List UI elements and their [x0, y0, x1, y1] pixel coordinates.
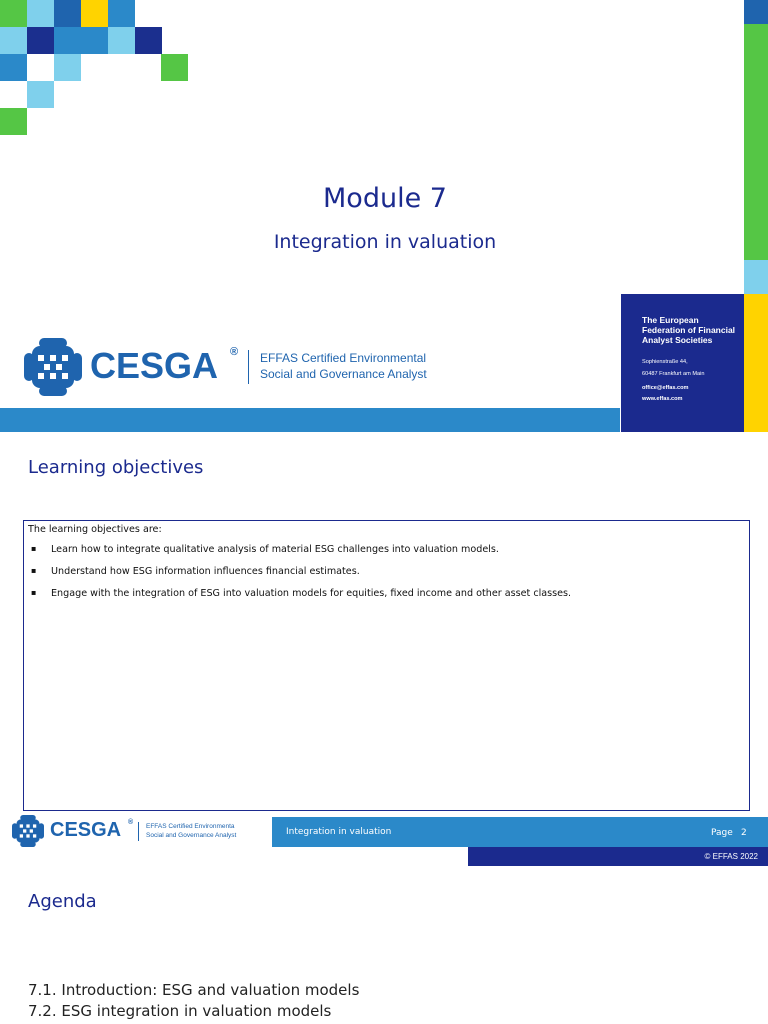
footer-logo-divider — [138, 822, 139, 841]
learning-objective-item — [28, 588, 745, 610]
side-strip-segment — [744, 260, 768, 294]
effas-email-link[interactable]: office@effas.com — [642, 385, 689, 391]
learning-objectives-box — [23, 520, 750, 811]
effas-address-line1: Sophienstraße 44, — [642, 359, 688, 365]
side-strip-segment — [744, 294, 768, 432]
bullet-icon: ▪ — [31, 544, 37, 553]
cesga-logo — [24, 338, 464, 398]
mosaic-tile — [81, 27, 108, 54]
logo-wordmark: CESGA — [90, 345, 219, 386]
learning-objectives-intro: The learning objectives are: — [28, 524, 162, 535]
learning-objective-item — [28, 544, 745, 566]
learning-objective-text: Understand how ESG information influences financial estimates. — [51, 566, 360, 577]
module-title: Module 7 — [323, 183, 447, 214]
cover-blue-band — [0, 408, 620, 432]
mosaic-tile — [0, 27, 27, 54]
mosaic-tile — [27, 81, 54, 108]
mosaic-tile — [54, 54, 81, 81]
module-subtitle: Integration in valuation — [273, 231, 497, 253]
footer-registered-mark: ® — [128, 819, 134, 826]
learning-objective-item — [28, 566, 745, 588]
footer-logo-tagline-line2: Social and Governance Analyst — [146, 832, 237, 839]
mosaic-tile — [161, 54, 188, 81]
registered-mark: ® — [230, 346, 239, 358]
cesga-emblem-icon — [24, 338, 82, 396]
mosaic-tile — [0, 0, 27, 27]
cover-slide — [0, 0, 768, 432]
mosaic-tile — [135, 27, 162, 54]
effas-contact-box — [621, 294, 744, 432]
mosaic-tile — [108, 0, 135, 27]
agenda-item: 7.2. ESG integration in valuation models — [28, 1002, 332, 1020]
mosaic-tile — [54, 0, 81, 27]
mosaic-tile — [54, 27, 81, 54]
mosaic-tile — [108, 27, 135, 54]
effas-address — [642, 356, 744, 380]
bullet-icon: ▪ — [31, 566, 37, 575]
footer-course-label: Integration in valuation — [286, 827, 392, 837]
effas-address-line2: 60487 Frankfurt am Main — [642, 371, 705, 377]
footer-copyright: © EFFAS 2022 — [704, 852, 758, 861]
cesga-emblem-icon — [12, 815, 44, 847]
agenda-title: Agenda — [28, 891, 97, 912]
footer-page-label: Page — [711, 828, 733, 838]
footer-page-number: 2 — [741, 828, 747, 838]
learning-objectives-title: Learning objectives — [28, 457, 204, 478]
mosaic-tile — [0, 54, 27, 81]
mosaic-tile — [81, 0, 108, 27]
mosaic-tile — [27, 0, 54, 27]
footer-logo-tagline-line1: EFFAS Certified Environmenta — [146, 823, 235, 830]
bullet-icon: ▪ — [31, 588, 37, 597]
effas-name: The European Federation of Financial Analyst Societies — [642, 315, 736, 345]
learning-objective-text: Engage with the integration of ESG into valuation models for equities, fixed income and other asset classes. — [51, 588, 572, 599]
agenda-item: 7.1. Introduction: ESG and valuation models — [28, 981, 360, 999]
logo-tagline-line2: Social and Governance Analyst — [260, 367, 427, 381]
side-strip-segment — [744, 24, 768, 260]
mosaic-tile — [27, 27, 54, 54]
side-strip-segment — [744, 0, 768, 24]
logo-tagline-line1: EFFAS Certified Environmental — [260, 351, 427, 365]
footer-logo-wordmark: CESGA — [50, 819, 122, 841]
mosaic-tile — [0, 108, 27, 135]
logo-divider — [248, 350, 249, 384]
effas-website-link[interactable]: www.effas.com — [642, 396, 683, 402]
learning-objective-text: Learn how to integrate qualitative analysis of material ESG challenges into valuation models. — [51, 544, 499, 555]
footer-cesga-logo — [12, 815, 272, 851]
